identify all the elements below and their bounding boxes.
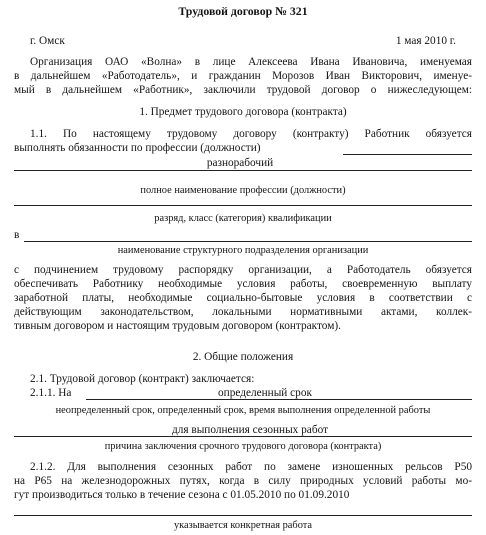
clause-2-1-2-line-3: гут производиться только в течение сезона с 01.05.2010 по 01.09.2010 [14, 489, 350, 501]
caption-rank: разряд, класс (категория) квалификации [154, 213, 332, 224]
section-1-heading: 1. Предмет трудового договора (контракта) [139, 106, 347, 118]
section-1-body-3: заработной платы, необходимые социально-бытовые условия в соответствии с [14, 292, 472, 304]
section-1-body-2: обеспечивать Работнику необходимые условия работы, своевременную выплату [14, 278, 472, 290]
section-1-body-4: действующим законодательством, локальными нормативными актами, коллек- [14, 306, 472, 318]
profession-line [14, 170, 472, 171]
intro-line-1: Организация ОАО «Волна» в лице Алексеева Ивана Ивановича, именуемая [30, 56, 472, 68]
term-value: определенный срок [218, 387, 312, 399]
clause-2-1-1-prefix: 2.1.1. На [30, 387, 72, 399]
clause-2-1: 2.1. Трудовой договор (контракт) заключается: [30, 373, 255, 385]
clause-1-1-line-2: выполнять обязанности по профессии (должности) [14, 142, 261, 154]
caption-unit: наименование структурного подразделения организации [117, 245, 369, 256]
document-title: Трудовой договор № 321 [178, 4, 308, 18]
caption-profession: полное наименование профессии (должности) [140, 185, 346, 196]
clause-2-1-2-line-2: на Р65 на железнодорожных путях, когда в силу природных условий работы мо- [14, 475, 472, 487]
reason-value: для выполнения сезонных работ [171, 424, 329, 436]
term-line [86, 399, 472, 400]
profession-value: разнорабочий [206, 157, 274, 169]
section-1-body-1: с подчинением трудовому распорядку организации, а Работодатель обязуется [14, 264, 472, 276]
contract-date: 1 мая 2010 г. [395, 35, 456, 47]
intro-line-2: в дальнейшем «Работодатель», и гражданин Морозов Иван Викторович, именуе- [14, 70, 472, 82]
reason-line [14, 436, 472, 437]
rank-line [14, 205, 472, 206]
unit-prefix: в [14, 229, 20, 241]
work-line [14, 515, 472, 516]
intro-line-3: мый в дальнейшем «Работник», заключили трудовой договор о нижеследующем: [14, 84, 472, 96]
profession-line-end [343, 154, 472, 155]
section-1-body-5: тивным договором и настоящим трудовым договором (контрактом). [14, 320, 341, 332]
clause-2-1-2-line-1: 2.1.2. Для выполнения сезонных работ по замене изношенных рельсов Р50 [30, 461, 472, 473]
caption-term: неопределенный срок, определенный срок, время выполнения определенной работы [55, 405, 431, 416]
unit-line [24, 241, 472, 242]
clause-1-1-line-1: 1.1. По настоящему трудовому договору (контракту) Работник обязуется [30, 128, 472, 140]
section-2-heading: 2. Общие положения [192, 351, 294, 363]
caption-reason: причина заключения срочного трудового договора (контракта) [104, 441, 382, 452]
city: г. Омск [30, 35, 65, 47]
caption-work: указывается конкретная работа [173, 520, 313, 531]
